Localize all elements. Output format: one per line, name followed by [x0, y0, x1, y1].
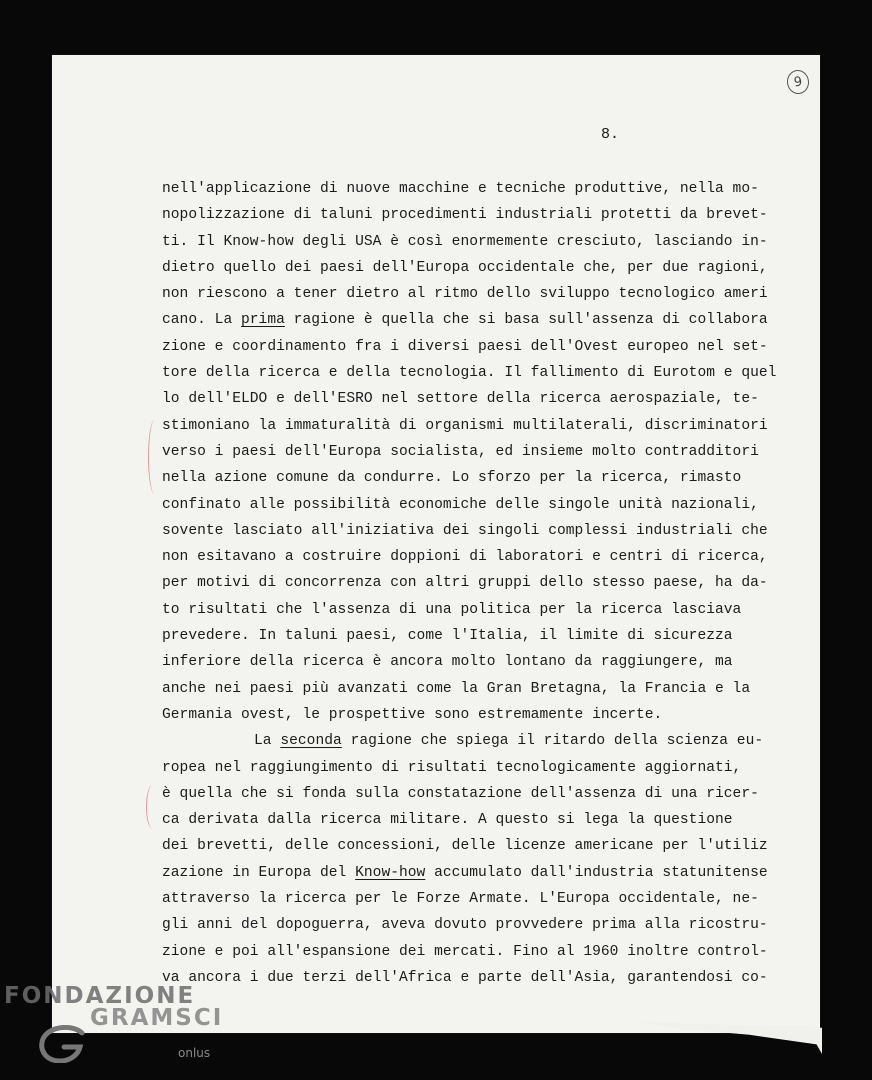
text-line [162, 833, 812, 859]
text-segment: zione e coordinamento fra i diversi paesi dell'Ovest europeo nel set- [162, 338, 768, 355]
text-segment: ti. Il Know-how degli USA è così enormemente cresciuto, lasciando in- [162, 233, 768, 250]
text-segment: per motivi di concorrenza con altri gruppi dello stesso paese, ha da- [162, 575, 768, 592]
text-segment: confinato alle possibilità economiche delle singole unità nazionali, [162, 496, 759, 513]
text-line [162, 912, 812, 938]
watermark-line-2: GRAMSCI [90, 1005, 224, 1031]
text-segment: sovente lasciato all'iniziativa dei singoli complessi industriali che [162, 522, 768, 539]
text-line [162, 360, 812, 386]
text-segment: accumulato dall'industria statunitense [425, 864, 768, 881]
text-line [162, 307, 812, 333]
text-line [162, 202, 812, 228]
text-line [162, 570, 812, 596]
margin-bracket-mark [148, 420, 161, 494]
text-segment: nopolizzazione di taluni procedimenti industriali protetti da brevet- [162, 207, 768, 224]
text-line [162, 413, 812, 439]
text-segment: anche nei paesi più avanzati come la Gran Bretagna, la Francia e la [162, 680, 751, 697]
text-line [162, 728, 812, 754]
text-line [162, 807, 812, 833]
text-segment: attraverso la ricerca per le Forze Armate. L'Europa occidentale, ne- [162, 891, 759, 908]
underlined-word: prima [241, 312, 285, 329]
text-line [162, 597, 812, 623]
folio-number: 9 [792, 73, 804, 91]
text-line [162, 281, 812, 307]
text-line [162, 255, 812, 281]
text-line [162, 465, 812, 491]
text-line [162, 176, 812, 202]
underlined-word: seconda [280, 733, 342, 750]
text-segment: nella azione comune da condurre. Lo sforzo per la ricerca, rimasto [162, 470, 742, 487]
text-segment: ropea nel raggiungimento di risultati tecnologicamente aggiornati, [162, 759, 742, 776]
text-segment: non riescono a tener dietro al ritmo dello sviluppo tecnologico ameri [162, 286, 768, 303]
text-line [162, 939, 812, 965]
text-line [162, 386, 812, 412]
text-line [162, 439, 812, 465]
foundation-g-icon [38, 1025, 90, 1063]
text-line [162, 676, 812, 702]
text-segment: La [254, 733, 281, 750]
watermark-suffix: onlus [178, 1046, 211, 1060]
text-line [162, 860, 812, 886]
text-segment: prevedere. In taluni paesi, come l'Italia, il limite di sicurezza [162, 628, 733, 645]
text-segment: gli anni del dopoguerra, aveva dovuto provvedere prima alla ricostru- [162, 917, 768, 934]
text-segment: zazione in Europa del [162, 864, 356, 881]
text-segment: to risultati che l'assenza di una politica per la ricerca lasciava [162, 601, 742, 618]
watermark-logo [4, 983, 224, 1060]
watermark-line-1: FONDAZIONE [4, 983, 196, 1009]
page-number: 8. [601, 126, 620, 143]
text-segment: è quella che si fonda sulla constatazione dell'assenza di una ricer- [162, 785, 759, 802]
text-segment: ragione che spiega il ritardo della scienza eu- [341, 733, 764, 750]
text-segment: verso i paesi dell'Europa socialista, ed insieme molto contradditori [162, 443, 759, 460]
text-line [162, 702, 812, 728]
margin-bracket-mark [146, 785, 159, 829]
text-segment: dei brevetti, delle concessioni, delle licenze americane per l'utiliz [162, 838, 768, 855]
text-line [162, 649, 812, 675]
text-segment: lo dell'ELDO e dell'ESRO nel settore della ricerca aerospaziale, te- [162, 391, 759, 408]
body-text [162, 176, 812, 991]
text-line [162, 623, 812, 649]
text-segment: ca derivata dalla ricerca militare. A questo si lega la questione [162, 812, 733, 829]
text-line [162, 492, 812, 518]
paragraph-2 [162, 728, 812, 991]
text-segment: ragione è quella che si basa sull'assenza di collabora [284, 312, 768, 329]
text-segment: Germania ovest, le prospettive sono estremamente incerte. [162, 706, 663, 723]
text-line [162, 334, 812, 360]
text-line [162, 886, 812, 912]
text-line [162, 229, 812, 255]
text-line [162, 965, 812, 991]
text-line [162, 755, 812, 781]
paragraph-1 [162, 176, 812, 728]
text-segment: non esitavano a costruire doppioni di laboratori e centri di ricerca, [162, 549, 768, 566]
text-line [162, 518, 812, 544]
text-segment: zione e poi all'espansione dei mercati. Fino al 1960 inoltre control- [162, 943, 768, 960]
text-segment: va ancora i due terzi dell'Africa e parte dell'Asia, garantendosi co- [162, 969, 768, 986]
text-segment: stimoniano la immaturalità di organismi multilaterali, discriminatori [162, 417, 768, 434]
text-segment: inferiore della ricerca è ancora molto lontano da raggiungere, ma [162, 654, 733, 671]
text-segment: cano. La [162, 312, 241, 329]
text-segment: dietro quello dei paesi dell'Europa occidentale che, per due ragioni, [162, 259, 768, 276]
text-line [162, 544, 812, 570]
text-segment: tore della ricerca e della tecnologia. Il fallimento di Eurotom e quel [162, 365, 777, 382]
text-segment: nell'applicazione di nuove macchine e tecniche produttive, nella mo- [162, 181, 759, 197]
underlined-word: Know-how [355, 864, 426, 881]
text-line [162, 781, 812, 807]
